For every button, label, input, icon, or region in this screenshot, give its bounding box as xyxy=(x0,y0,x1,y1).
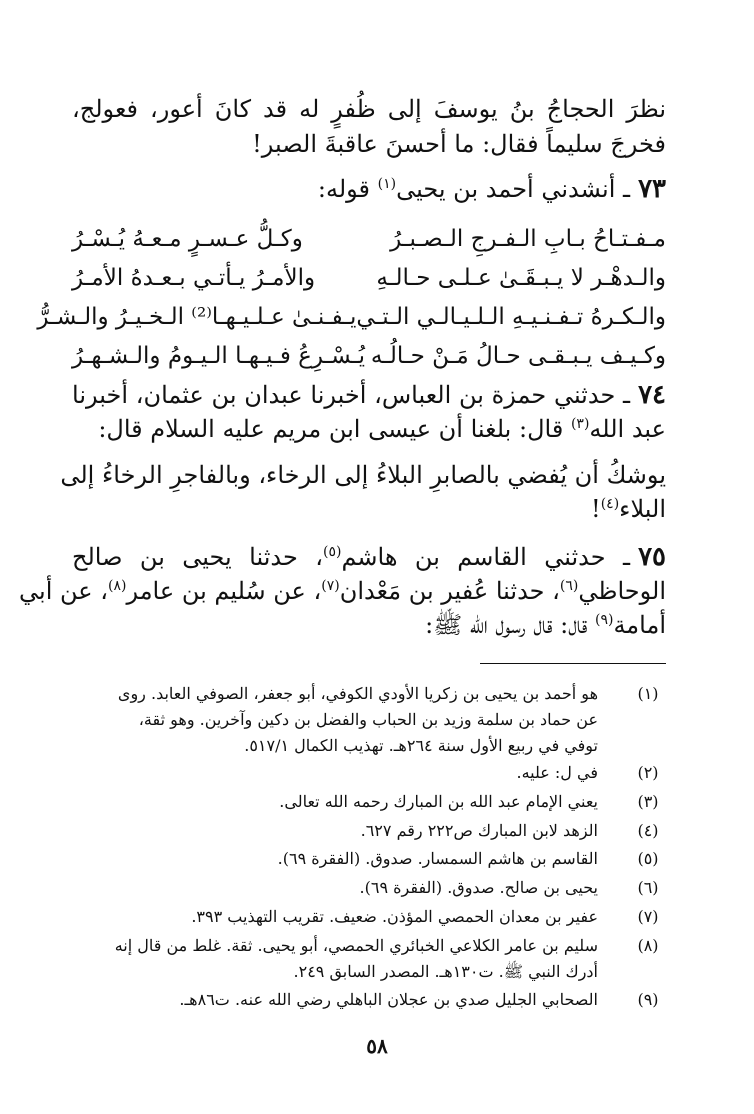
footnote xyxy=(72,986,666,1014)
paragraph-line: أمامة$^{(٩)}$ قال: قال رسول الله ﷺ: xyxy=(425,611,666,639)
footnote-index: (٩) xyxy=(637,990,659,1009)
hemistich-right: والـكـرهُ تـفـنـيـهِ الـلـيـالـي الـتـي xyxy=(356,304,666,330)
footnote-index: (٤) xyxy=(637,821,659,840)
footnote xyxy=(72,817,666,845)
poem-verse xyxy=(72,258,666,298)
footnote-index: (٦) xyxy=(637,878,659,897)
quote-line: يوشكُ أن يُفضي بالصابرِ البلاءُ إلى الرخاء، وبالفاجرِ الرخاءُ إلى xyxy=(60,461,666,489)
paragraph-line: الوحاظي$^{(٦)}$، حدثنا عُفير بن مَعْدان$^{(٧)}$، عن سُليم بن عامر$^{(٨)}$، عن أبي xyxy=(19,577,666,605)
poem-verse xyxy=(37,297,666,337)
footnote-text-continued: عن حماد بن سلمة وزيد بن الحباب والفضل بن دكين وآخرين. وهو ثقة، xyxy=(138,710,598,729)
paragraph-line: نظرَ الحجاجُ بنُ يوسفَ إلى ظُفرٍ له قد كانَ أعور، فعولج، xyxy=(72,95,666,123)
footnote xyxy=(72,759,666,787)
paragraph-line: فخرجَ سليماً فقال: ما أحسنَ عاقبةَ الصبر! xyxy=(252,130,666,158)
footnote-text: يحيى بن صالح. صدوق. (الفقرة ٦٩). xyxy=(359,878,598,897)
footnote-text: في ل: عليه. xyxy=(516,763,598,782)
footnote xyxy=(72,874,666,902)
footnote-ref: (٥) xyxy=(322,544,342,560)
footnote-text: يعني الإمام عبد الله بن المبارك رحمه الله تعالى. xyxy=(279,792,598,811)
entry-number: ٧٤ xyxy=(638,380,666,410)
footnote-text-continued: أدرك النبي ﷺ. ت١٣٠هـ. المصدر السابق ٢٤٩. xyxy=(293,962,598,981)
poem-verse xyxy=(72,336,666,376)
hemistich-left: يُـسْـرِعُ فـيـهـا الـيـومُ والـشـهـرُ xyxy=(72,343,365,369)
footnote-ref: (٧) xyxy=(321,578,340,594)
footnote-text-continued: توفي في ربيع الأول سنة ٢٦٤هـ. تهذيب الكمال ٥١٧/١. xyxy=(244,736,598,755)
footnote-index: (٢) xyxy=(637,763,659,782)
entry-number: ٧٣ xyxy=(638,174,666,204)
entry-75-heading: ٧٥ـ حدثني القاسم بن هاشم$^{(٥)}$، حدثنا يحيى بن صالح xyxy=(72,542,666,572)
footnote-text: الزهد لابن المبارك ص٢٢٢ رقم ٦٢٧. xyxy=(360,821,598,840)
footnote-text: القاسم بن هاشم السمسار. صدوق. (الفقرة ٦٩). xyxy=(277,849,598,868)
footnote-ref: (٦) xyxy=(559,578,579,594)
page-number: ٥٨ xyxy=(366,1034,388,1058)
footnote xyxy=(72,680,666,708)
footnote-index: (١) xyxy=(637,684,659,703)
paragraph-line: عبد الله$^{(٣)}$ قال: بلغنا أن عيسى ابن مريم عليه السلام قال: xyxy=(98,415,666,443)
footnote-separator xyxy=(480,663,666,664)
quote-line: البلاء$^{(٤)}$! xyxy=(591,495,666,523)
footnote-index: (٥) xyxy=(637,849,659,868)
footnote-ref: (٩) xyxy=(594,612,614,628)
hemistich-left: وكـلُّ عـسـرٍ مـعـهُ يُـسْـرُ xyxy=(72,226,303,252)
footnote-ref: (٣) xyxy=(570,416,590,432)
entry-number: ٧٥ xyxy=(638,542,666,572)
footnote xyxy=(72,788,666,816)
footnote xyxy=(72,845,666,873)
hemistich-right: مـفـتـاحُ بـابِ الـفـرجِ الـصـبـرُ xyxy=(390,226,666,252)
entry-74-heading: ٧٤ـ حدثني حمزة بن العباس، أخبرنا عبدان بن عثمان، أخبرنا xyxy=(72,380,666,410)
footnote-index: (٨) xyxy=(637,936,659,955)
footnote-text: سليم بن عامر الكلاعي الخبائري الحمصي، أبو يحيى. ثقة. غلط من قال إنه xyxy=(114,936,598,955)
footnote-text: هو أحمد بن يحيى بن زكريا الأودي الكوفي، أبو جعفر، الصوفي العابد. روى xyxy=(117,684,598,703)
entry-73-heading: ٧٣ـ أنشدني أحمد بن يحيى$^{(١)}$ قوله: xyxy=(317,174,666,204)
footnote-index: (٧) xyxy=(637,907,659,926)
footnote xyxy=(72,932,666,960)
footnote-ref: (٨) xyxy=(107,578,127,594)
hemistich-right: وكـيـف يـبـقـى حـالُ مَـنْ حـالُـه xyxy=(370,343,666,369)
hemistich-left: والأمـرُ يـأتـي بـعـدهُ الأمـرُ xyxy=(72,265,316,291)
hemistich-left: يـفـنـىٰ عـلـيـهـا⁽²⁾ الـخـيـرُ والـشـرُّ xyxy=(37,304,357,330)
footnote-text: عفير بن معدان الحمصي المؤذن. ضعيف. تقريب التهذيب ٣٩٣. xyxy=(191,907,598,926)
footnote-index: (٣) xyxy=(637,792,659,811)
footnote-ref: (١) xyxy=(377,176,397,192)
poem-verse xyxy=(72,219,666,259)
hemistich-right: والـدهْـر لا يـبـقَـىٰ عـلـى حـالـهِ xyxy=(376,265,666,291)
footnote-ref: (٤) xyxy=(600,496,620,512)
footnote-text: الصحابي الجليل صدي بن عجلان الباهلي رضي الله عنه. ت٨٦هـ. xyxy=(179,990,598,1009)
footnote xyxy=(72,903,666,931)
